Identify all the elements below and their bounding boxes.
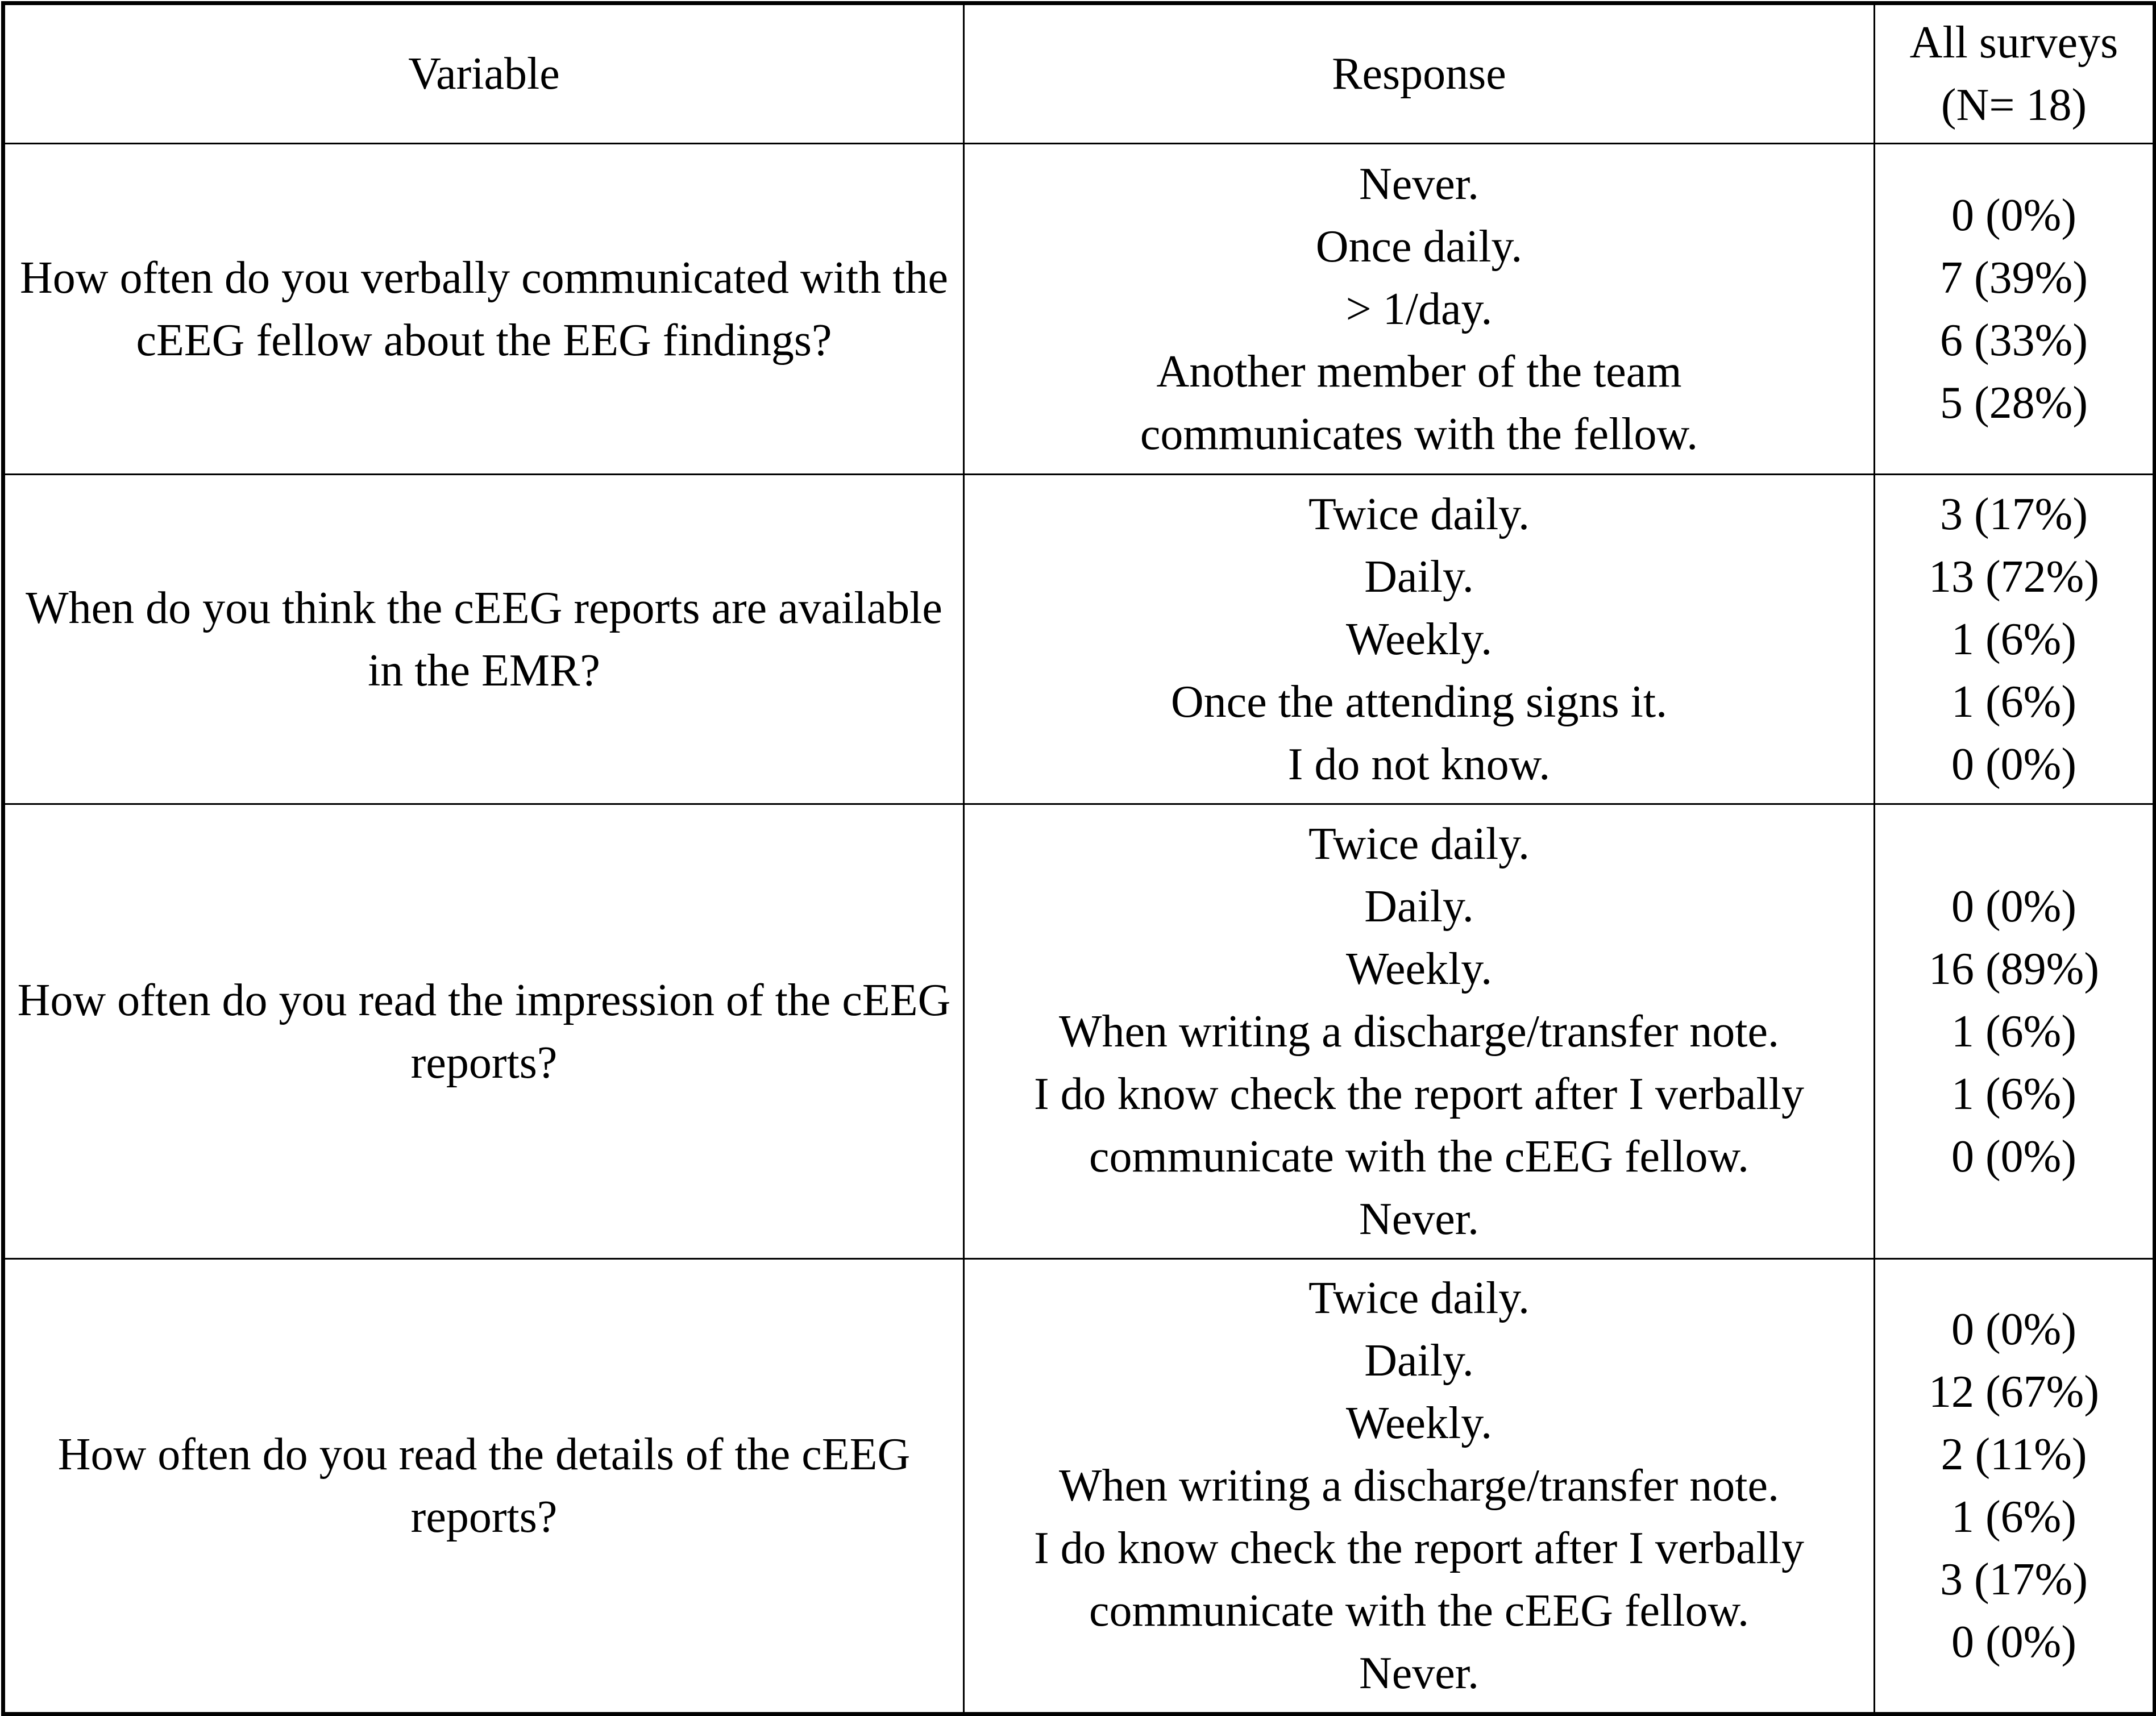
response-line: Weekly.: [1345, 1398, 1493, 1448]
variable-text: When do you think the cEEG reports are available in the EMR?: [26, 583, 942, 696]
variable-cell: [3, 1259, 964, 1714]
response-cell: [964, 475, 1875, 804]
header-all-surveys: [1875, 3, 2155, 144]
variable-text: How often do you read the impression of the cEEG reports?: [17, 975, 951, 1088]
count-cell: [1875, 144, 2155, 475]
count-value: 1 (6%): [1951, 1069, 2076, 1119]
response-line: Twice daily.: [1308, 818, 1530, 869]
table-row: [3, 144, 2155, 475]
header-all-surveys-line2: (N= 18): [1941, 80, 2087, 130]
count-value: 1 (6%): [1951, 614, 2076, 664]
response-line: I do know check the report after I verbally: [1034, 1523, 1804, 1573]
response-line: Never.: [1359, 1648, 1479, 1698]
count-value: 0 (0%): [1951, 881, 2076, 932]
variable-text: How often do you verbally communicated with the cEEG fellow about the EEG findings?: [20, 252, 948, 365]
count-value: 5 (28%): [1940, 377, 2088, 428]
count-value: 13 (72%): [1929, 551, 2099, 602]
count-value: 3 (17%): [1940, 489, 2088, 539]
count-value: 1 (6%): [1951, 1006, 2076, 1057]
response-line: I do not know.: [1287, 739, 1551, 790]
count-value: 0 (0%): [1951, 190, 2076, 240]
response-cell: [964, 1259, 1875, 1714]
variable-cell: [3, 804, 964, 1259]
response-cell: [964, 804, 1875, 1259]
response-line: Never.: [1359, 1194, 1479, 1244]
response-line: Twice daily.: [1308, 1273, 1530, 1323]
count-value: 3 (17%): [1940, 1555, 2088, 1605]
survey-table: [1, 1, 2156, 1716]
count-value: 2 (11%): [1941, 1430, 2087, 1480]
header-all-surveys-line1: All surveys: [1909, 18, 2118, 68]
response-line: Twice daily.: [1308, 489, 1530, 539]
response-line: Daily.: [1364, 881, 1474, 932]
response-line: When writing a discharge/transfer note.: [1059, 1006, 1779, 1057]
response-line: communicates with the fellow.: [1140, 409, 1698, 459]
response-line: Once daily.: [1315, 221, 1523, 272]
count-cell: [1875, 475, 2155, 804]
count-value: 1 (6%): [1951, 676, 2076, 727]
response-line: When writing a discharge/transfer note.: [1059, 1461, 1779, 1511]
response-line: Once the attending signs it.: [1170, 676, 1668, 727]
header-variable: Variable: [3, 3, 964, 144]
variable-text: How often do you read the details of the cEEG reports?: [57, 1430, 911, 1542]
count-value: 0 (0%): [1951, 1617, 2076, 1667]
response-line: Another member of the team: [1156, 346, 1682, 397]
table-row: [3, 1259, 2155, 1714]
response-line: Weekly.: [1345, 944, 1493, 994]
count-value: 0 (0%): [1951, 739, 2076, 790]
table-row: [3, 804, 2155, 1259]
count-value: 0 (0%): [1951, 1131, 2076, 1182]
count-value: 0 (0%): [1951, 1304, 2076, 1354]
table-row: [3, 475, 2155, 804]
count-value: 12 (67%): [1929, 1367, 2099, 1417]
count-value: 1 (6%): [1951, 1492, 2076, 1542]
header-row: [3, 3, 2155, 144]
response-cell: [964, 144, 1875, 475]
count-value: 7 (39%): [1940, 252, 2088, 303]
response-line: > 1/day.: [1345, 284, 1493, 334]
variable-cell: [3, 144, 964, 475]
count-cell: [1875, 804, 2155, 1259]
count-cell: [1875, 1259, 2155, 1714]
variable-cell: [3, 475, 964, 804]
count-value: 16 (89%): [1929, 944, 2099, 994]
response-line: communicate with the cEEG fellow.: [1089, 1586, 1750, 1636]
response-line: Daily.: [1364, 551, 1474, 602]
response-line: Weekly.: [1345, 614, 1493, 664]
count-value: 6 (33%): [1940, 315, 2088, 365]
response-line: Daily.: [1364, 1336, 1474, 1386]
response-line: Never.: [1359, 159, 1479, 209]
header-response: Response: [964, 3, 1875, 144]
response-line: communicate with the cEEG fellow.: [1089, 1131, 1750, 1182]
response-line: I do know check the report after I verbally: [1034, 1069, 1804, 1119]
